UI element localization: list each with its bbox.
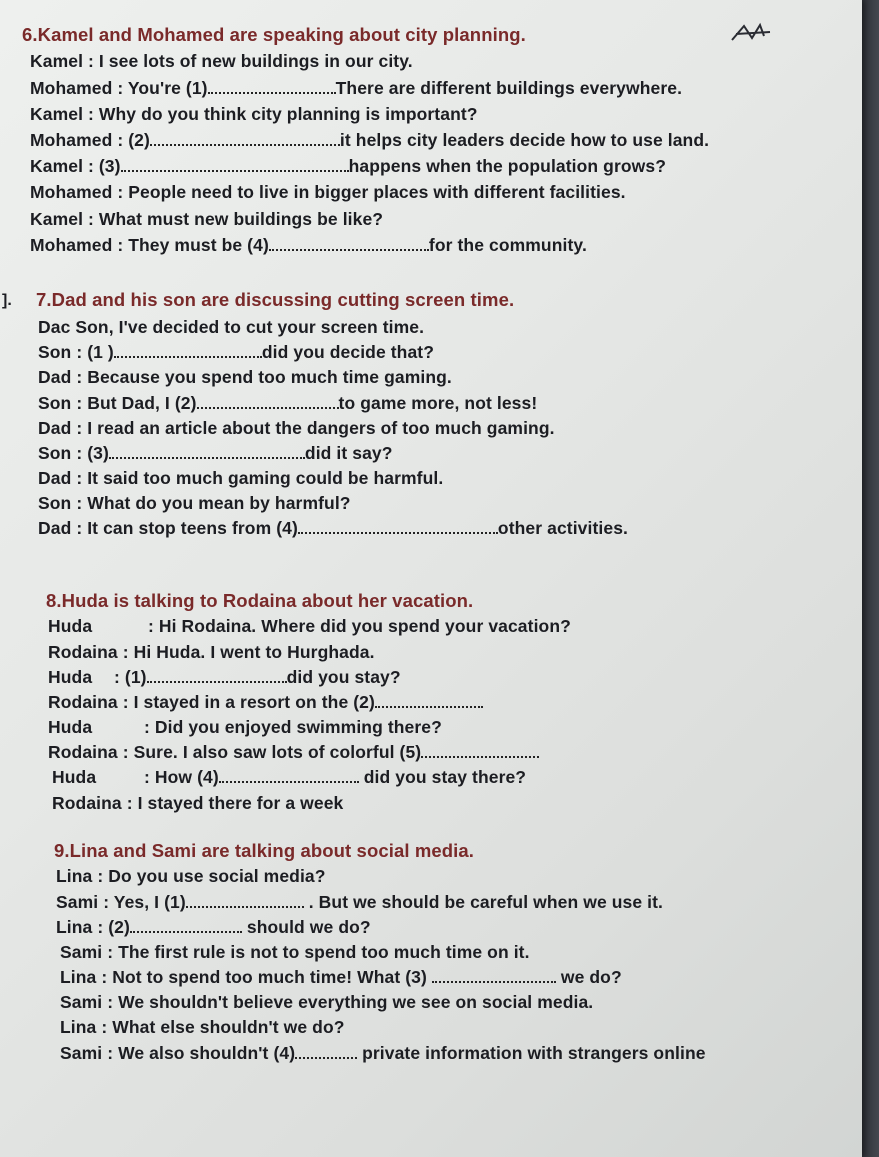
handwritten-mark	[730, 22, 776, 44]
section-7-line-1: Dac Son, I've decided to cut your screen time.	[38, 317, 425, 337]
section-7-line-9	[38, 518, 628, 539]
section-7-line-4	[38, 393, 537, 414]
line-text: : Hi Huda. I went to Hurghada.	[122, 642, 375, 662]
line-text: did you stay there?	[363, 767, 527, 787]
line-text: Son : (3)	[38, 443, 109, 463]
section-8-line-3	[48, 667, 401, 688]
line-text: happens when the population grows?	[348, 156, 667, 176]
section-9-line-1: Lina : Do you use social media?	[56, 866, 326, 886]
answer-blank[interactable]	[375, 692, 483, 708]
section-9-line-3	[56, 917, 371, 938]
line-text: Lina : Not to spend too much time! What (3)	[60, 967, 427, 987]
section-7-line-3: Dad : Because you spend too much time gaming.	[38, 367, 452, 387]
section-6-line-7: Kamel : What must new buildings be like?	[30, 209, 384, 229]
line-text: : Sure. I also saw lots of colorful (5)	[122, 742, 422, 762]
section-6-line-5	[30, 156, 666, 177]
speaker-label: Huda	[48, 717, 93, 737]
answer-blank[interactable]	[114, 342, 262, 358]
line-text: Mohamed : (2)	[30, 130, 150, 150]
answer-blank[interactable]	[432, 967, 556, 983]
section-7-line-2	[38, 342, 434, 363]
section-9-line-5	[60, 967, 622, 988]
answer-blank[interactable]	[219, 767, 359, 783]
speaker-label: Rodaina	[48, 642, 118, 662]
section-9-line-6: Sami : We shouldn't believe everything we see on social media.	[60, 992, 594, 1012]
line-text: did you decide that?	[261, 342, 435, 362]
line-text: Dad : It can stop teens from (4)	[38, 518, 298, 538]
speaker-label: Huda	[48, 667, 93, 687]
line-text: Mohamed : You're (1)	[30, 78, 208, 98]
answer-blank[interactable]	[269, 235, 429, 251]
answer-blank[interactable]	[130, 917, 242, 933]
line-text: did you stay?	[286, 667, 401, 687]
answer-blank[interactable]	[197, 393, 339, 409]
speaker-label: Rodaina	[52, 793, 122, 813]
line-text: to game more, not less!	[338, 393, 538, 413]
margin-bullet: ].	[2, 292, 12, 309]
section-7-line-5: Dad : I read an article about the dangers of too much gaming.	[38, 418, 555, 438]
answer-blank[interactable]	[109, 443, 305, 459]
line-text: private information with strangers online	[362, 1043, 706, 1063]
speaker-label: Huda	[52, 767, 97, 787]
answer-blank[interactable]	[298, 518, 498, 534]
section-6-line-2	[30, 78, 682, 99]
line-text: . But we should be careful when we use it.	[308, 892, 664, 912]
line-text: it helps city leaders decide how to use land.	[339, 130, 710, 150]
answer-blank[interactable]	[295, 1043, 357, 1059]
section-8-line-8	[52, 793, 343, 814]
answer-blank[interactable]	[121, 156, 349, 172]
section-9-line-8	[60, 1043, 706, 1064]
section-9-line-2	[56, 892, 663, 913]
line-text: : Did you enjoyed swimming there?	[144, 717, 442, 737]
background-edge-right	[862, 0, 879, 1157]
section-6-line-3: Kamel : Why do you think city planning is important?	[30, 104, 478, 124]
section-6-line-4	[30, 130, 709, 151]
section-7-line-7: Dad : It said too much gaming could be harmful.	[38, 468, 444, 488]
line-text: Son : (1 )	[38, 342, 114, 362]
speaker-label: Huda	[48, 616, 93, 636]
line-text: : Hi Rodaina. Where did you spend your vacation?	[148, 616, 571, 636]
line-text: other activities.	[497, 518, 628, 538]
answer-blank[interactable]	[147, 667, 287, 683]
section-8-line-2	[48, 642, 375, 663]
line-text: Sami : We also shouldn't (4)	[60, 1043, 296, 1063]
section-9-line-4: Sami : The first rule is not to spend too much time on it.	[60, 942, 530, 962]
line-text: Kamel : (3)	[30, 156, 121, 176]
section-8-heading: 8.Huda is talking to Rodaina about her vacation.	[46, 590, 474, 611]
line-text: Son : But Dad, I (2)	[38, 393, 197, 413]
line-text: did it say?	[304, 443, 393, 463]
line-text: for the community.	[428, 235, 587, 255]
section-6-line-6: Mohamed : People need to live in bigger places with different facilities.	[30, 182, 626, 202]
line-text: Sami : Yes, I (1)	[56, 892, 186, 912]
line-text: There are different buildings everywhere.	[335, 78, 683, 98]
section-6-heading: 6.Kamel and Mohamed are speaking about city planning.	[22, 24, 526, 45]
section-9-line-7: Lina : What else shouldn't we do?	[60, 1017, 345, 1037]
section-8-line-4	[48, 692, 483, 713]
section-8-line-6	[48, 742, 539, 763]
section-7-line-8: Son : What do you mean by harmful?	[38, 493, 351, 513]
section-6-line-1: Kamel : I see lots of new buildings in our city.	[30, 51, 413, 71]
section-7-line-6	[38, 443, 393, 464]
answer-blank[interactable]	[186, 892, 304, 908]
section-8-line-1	[48, 616, 571, 637]
answer-blank[interactable]	[421, 742, 539, 758]
line-text: Mohamed : They must be (4)	[30, 235, 269, 255]
section-6-line-8	[30, 235, 587, 256]
line-text: : I stayed there for a week	[126, 793, 344, 813]
line-text: should we do?	[246, 917, 371, 937]
line-text: : I stayed in a resort on the (2)	[122, 692, 375, 712]
section-8-line-7	[52, 767, 526, 788]
line-text: Lina : (2)	[56, 917, 130, 937]
speaker-label: Rodaina	[48, 692, 118, 712]
line-text: we do?	[560, 967, 622, 987]
section-9-heading: 9.Lina and Sami are talking about social media.	[54, 840, 475, 861]
speaker-label: Rodaina	[48, 742, 118, 762]
answer-blank[interactable]	[208, 78, 336, 94]
section-8-line-5	[48, 717, 442, 738]
line-text: : (1)	[114, 667, 147, 687]
line-text: : How (4)	[144, 767, 219, 787]
section-7-heading: 7.Dad and his son are discussing cutting screen time.	[36, 289, 515, 310]
answer-blank[interactable]	[150, 130, 340, 146]
